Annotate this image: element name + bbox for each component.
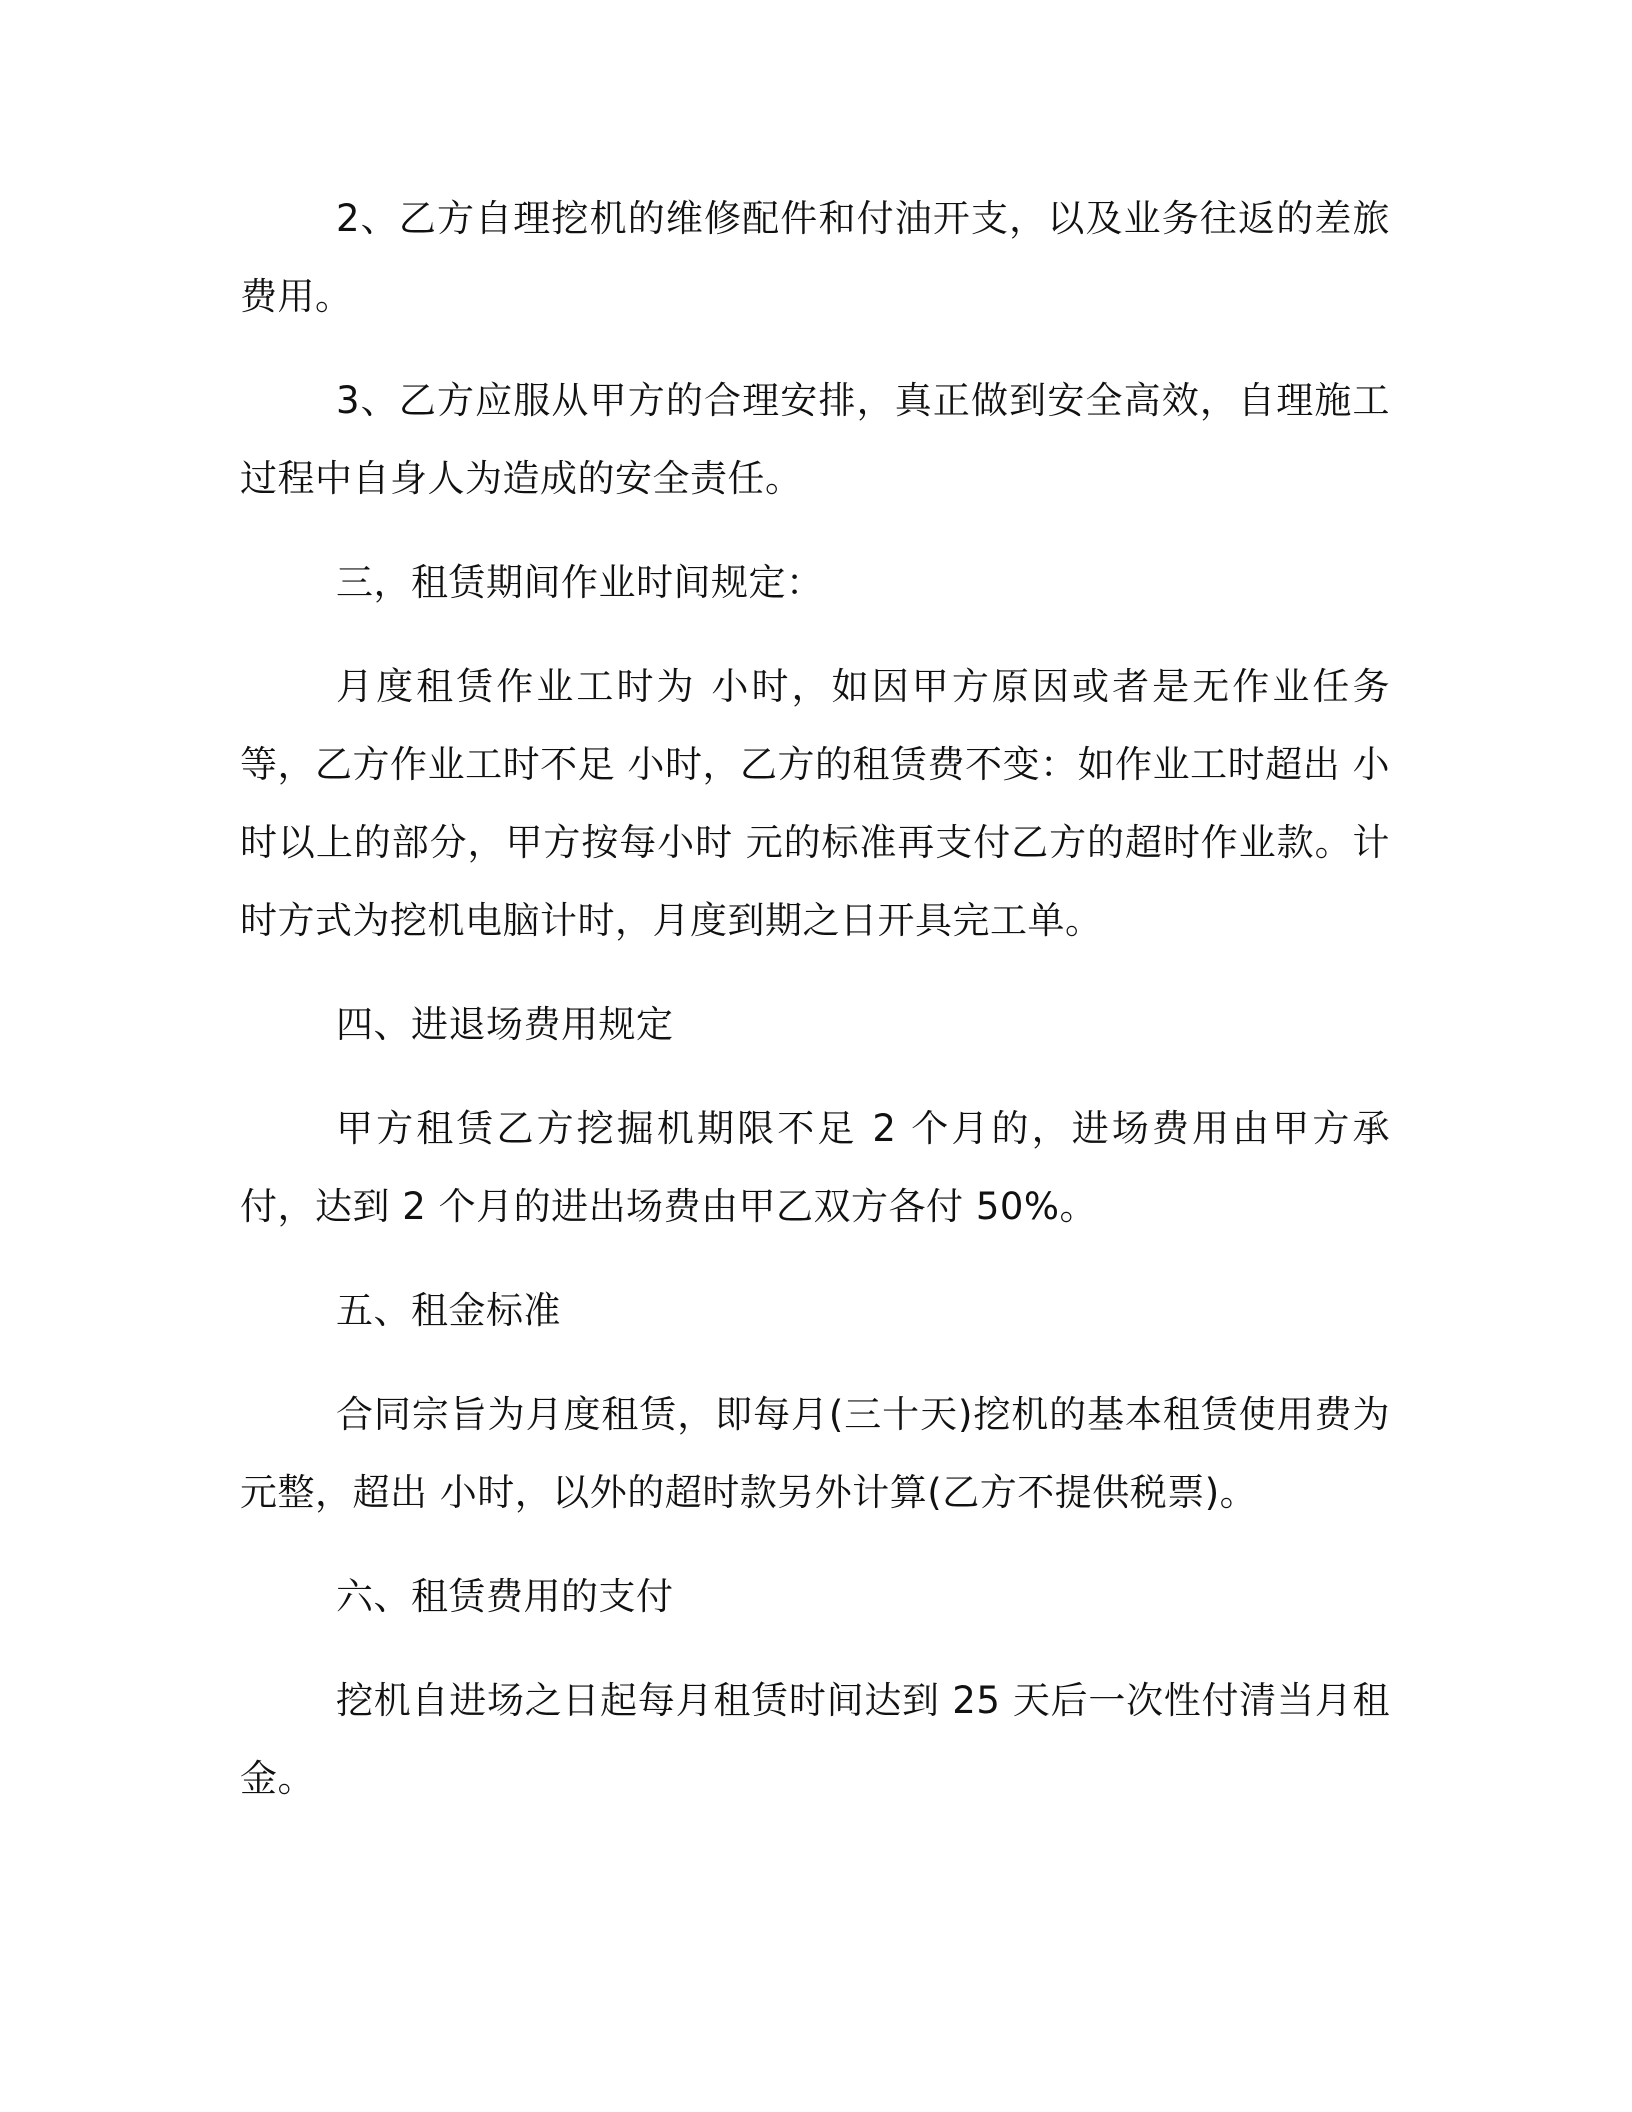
paragraph-working-hours: 月度租赁作业工时为 小时，如因甲方原因或者是无作业任务等，乙方作业工时不足 小时，乙方的租赁费不变：如作业工时超出 小时以上的部分，甲方按每小时 元的标准再支付乙方的超时作业款。计时方式为挖机电脑计时，月度到期之日开具完工单。 bbox=[240, 665, 1390, 942]
paragraph-clause-2: 2、乙方自理挖机的维修配件和付油开支，以及业务往返的差旅费用。 bbox=[240, 197, 1390, 318]
paragraph-clause-3: 3、乙方应服从甲方的合理安排，真正做到安全高效，自理施工过程中自身人为造成的安全责任。 bbox=[240, 379, 1390, 500]
paragraph-entry-exit-fees: 甲方租赁乙方挖掘机期限不足 2 个月的，进场费用由甲方承付，达到 2 个月的进出场费由甲乙双方各付 50%。 bbox=[240, 1107, 1390, 1228]
section-heading-4: 四、进退场费用规定 bbox=[336, 1003, 674, 1046]
section-heading-6: 六、租赁费用的支付 bbox=[336, 1575, 674, 1618]
paragraph-payment: 挖机自进场之日起每月租赁时间达到 25 天后一次性付清当月租金。 bbox=[240, 1679, 1390, 1800]
paragraph-rent-standard: 合同宗旨为月度租赁，即每月(三十天)挖机的基本租赁使用费为 元整，超出 小时，以外的超时款另外计算(乙方不提供税票)。 bbox=[240, 1393, 1390, 1514]
document-body bbox=[240, 180, 1390, 1844]
section-heading-5: 五、租金标准 bbox=[336, 1289, 561, 1332]
section-heading-3: 三，租赁期间作业时间规定： bbox=[336, 561, 824, 604]
